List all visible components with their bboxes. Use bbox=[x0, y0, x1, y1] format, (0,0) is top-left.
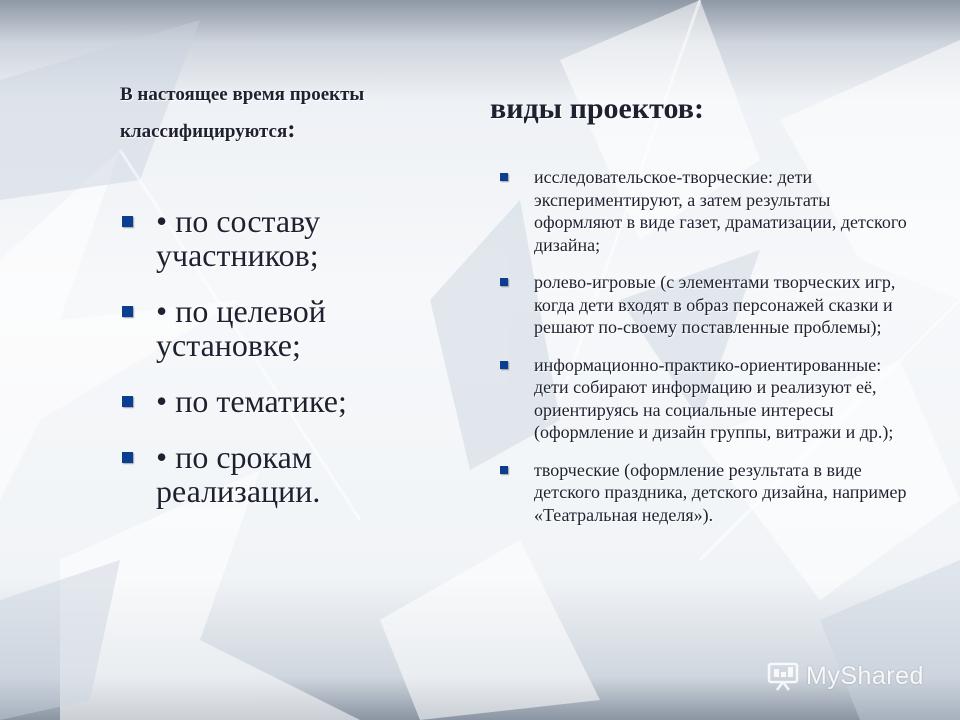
list-item-text: творческие (оформление результата в виде детского праздника, детского дизайна, например «Театральная неделя»). bbox=[534, 459, 907, 525]
square-bullet-icon bbox=[122, 396, 133, 407]
presentation-screen-icon bbox=[766, 661, 800, 691]
list-item bbox=[498, 166, 908, 256]
list-item bbox=[120, 440, 450, 508]
list-item-text: информационно-практико-ориентированные: дети собирают информацию и реализуют её, ориентируясь на социальные интересы (оформление и дизайн группы, витражи и др.); bbox=[534, 354, 894, 442]
list-item bbox=[120, 204, 450, 272]
list-item bbox=[120, 294, 450, 362]
project-types-list bbox=[498, 166, 908, 541]
list-item bbox=[498, 271, 908, 339]
left-heading-colon: : bbox=[287, 116, 296, 144]
square-bullet-icon bbox=[500, 173, 508, 181]
right-heading: виды проектов: bbox=[490, 92, 704, 125]
list-item bbox=[498, 459, 908, 527]
square-bullet-icon bbox=[500, 361, 508, 369]
square-bullet-icon bbox=[122, 306, 133, 317]
list-item-text: • по срокам реализации. bbox=[156, 439, 321, 509]
watermark-text: MyShared bbox=[806, 661, 924, 690]
list-item bbox=[120, 384, 450, 418]
list-item-text: • по составу участников; bbox=[156, 203, 321, 273]
list-item bbox=[498, 354, 908, 444]
list-item-text: • по целевой установке; bbox=[156, 293, 326, 363]
square-bullet-icon bbox=[122, 216, 133, 227]
classification-list bbox=[120, 204, 450, 530]
list-item-text: ролево-игровые (с элементами творческих игр, когда дети входят в образ персонажей сказки и решают по-своему поставленные проблемы); bbox=[534, 272, 896, 337]
list-item-text: исследовательское-творческие: дети экспериментируют, а затем результаты оформляют в виде газет, драматизации, детского дизайна; bbox=[534, 167, 907, 255]
list-item-text: • по тематике; bbox=[156, 383, 347, 419]
square-bullet-icon bbox=[500, 466, 508, 474]
left-heading-text: В настоящее время проекты классифицируются bbox=[120, 84, 365, 143]
square-bullet-icon bbox=[122, 452, 133, 463]
square-bullet-icon bbox=[500, 278, 508, 286]
left-heading bbox=[120, 80, 450, 150]
watermark-logo bbox=[766, 656, 926, 696]
